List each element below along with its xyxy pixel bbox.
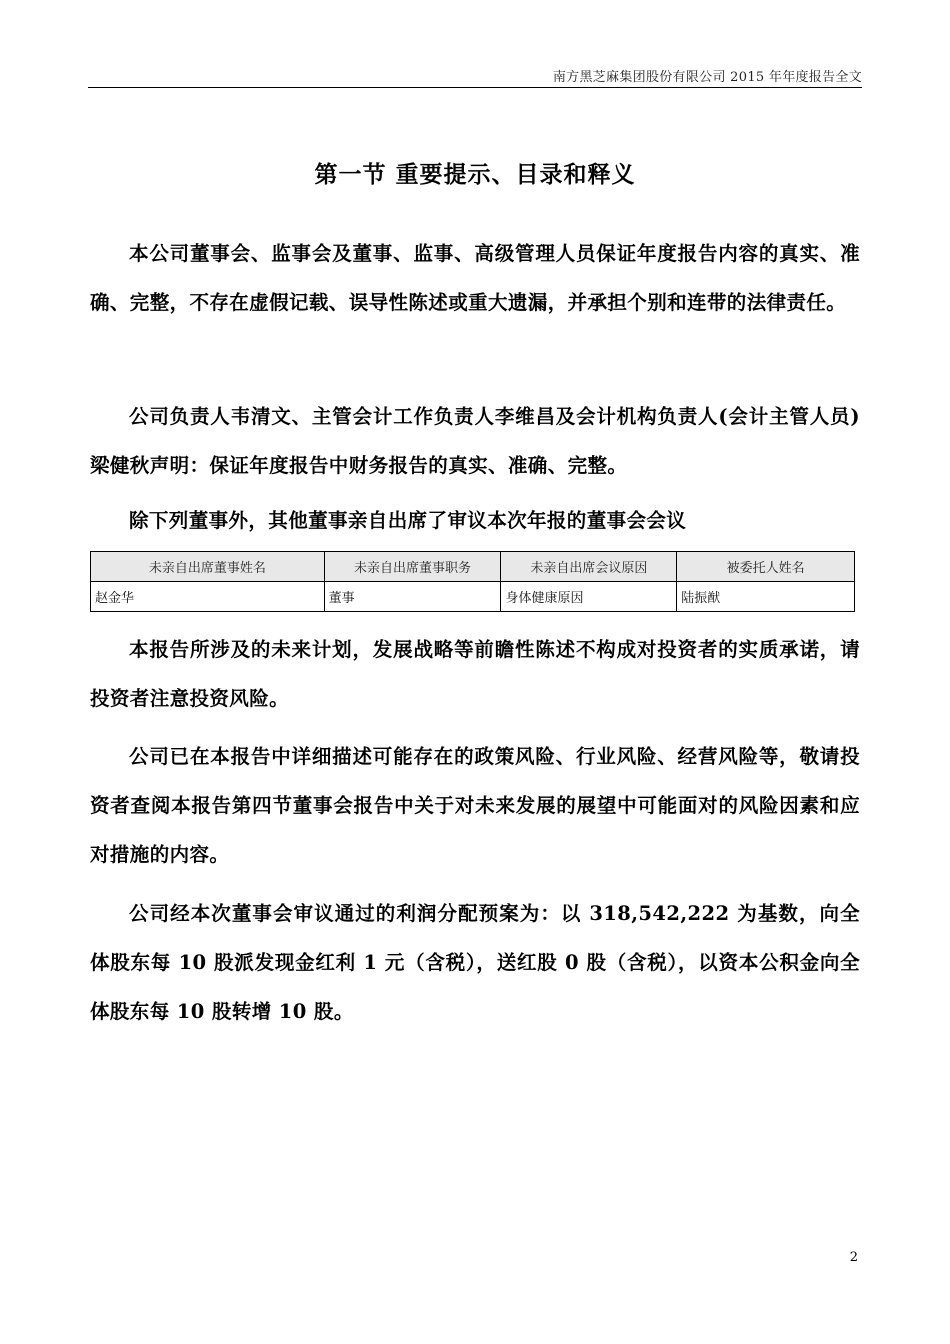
page-number: 2	[849, 1250, 858, 1265]
paragraph-absent-directors-intro: 除下列董事外，其他董事亲自出席了审议本次年报的董事会会议	[129, 509, 687, 532]
table-header-cell: 未亲自出席董事姓名	[91, 552, 325, 582]
table-cell-director-name: 赵金华	[91, 582, 325, 612]
table-header-cell: 未亲自出席会议原因	[501, 552, 677, 582]
table-header-cell: 未亲自出席董事职务	[324, 552, 501, 582]
report-header-title: 南方黑芝麻集团股份有限公司 2015 年年度报告全文	[552, 70, 862, 85]
paragraph-profit-distribution: 公司经本次董事会审议通过的利润分配预案为：以 318,542,222 为基数，向全体股东每 10 股派发现金红利 1 元（含税），送红股 0 股（含税），以资本公积金向全体股东每 10 股转增 10 股。	[90, 902, 860, 1023]
table-header-cell: 被委托人姓名	[677, 552, 855, 582]
table-cell-proxy-name: 陆振猷	[677, 582, 855, 612]
paragraph-responsible-persons-statement: 公司负责人韦清文、主管会计工作负责人李维昌及会计机构负责人(会计主管人员)梁健秋声明：保证年度报告中财务报告的真实、准确、完整。	[90, 405, 860, 477]
paragraph-board-guarantee: 本公司董事会、监事会及董事、监事、高级管理人员保证年度报告内容的真实、准确、完整，不存在虚假记载、误导性陈述或重大遗漏，并承担个别和连带的法律责任。	[90, 242, 860, 314]
table-row	[91, 582, 855, 612]
absent-directors-table	[90, 551, 855, 612]
header-divider	[88, 87, 862, 88]
table-header-row	[91, 552, 855, 582]
paragraph-forward-looking-disclaimer: 本报告所涉及的未来计划，发展战略等前瞻性陈述不构成对投资者的实质承诺，请投资者注意投资风险。	[90, 638, 860, 710]
table-cell-director-position: 董事	[324, 582, 501, 612]
table-cell-absence-reason: 身体健康原因	[501, 582, 677, 612]
paragraph-risk-factors: 公司已在本报告中详细描述可能存在的政策风险、行业风险、经营风险等，敬请投资者查阅本报告第四节董事会报告中关于对未来发展的展望中可能面对的风险因素和应对措施的内容。	[90, 745, 860, 866]
section-title: 第一节 重要提示、目录和释义	[314, 161, 636, 188]
